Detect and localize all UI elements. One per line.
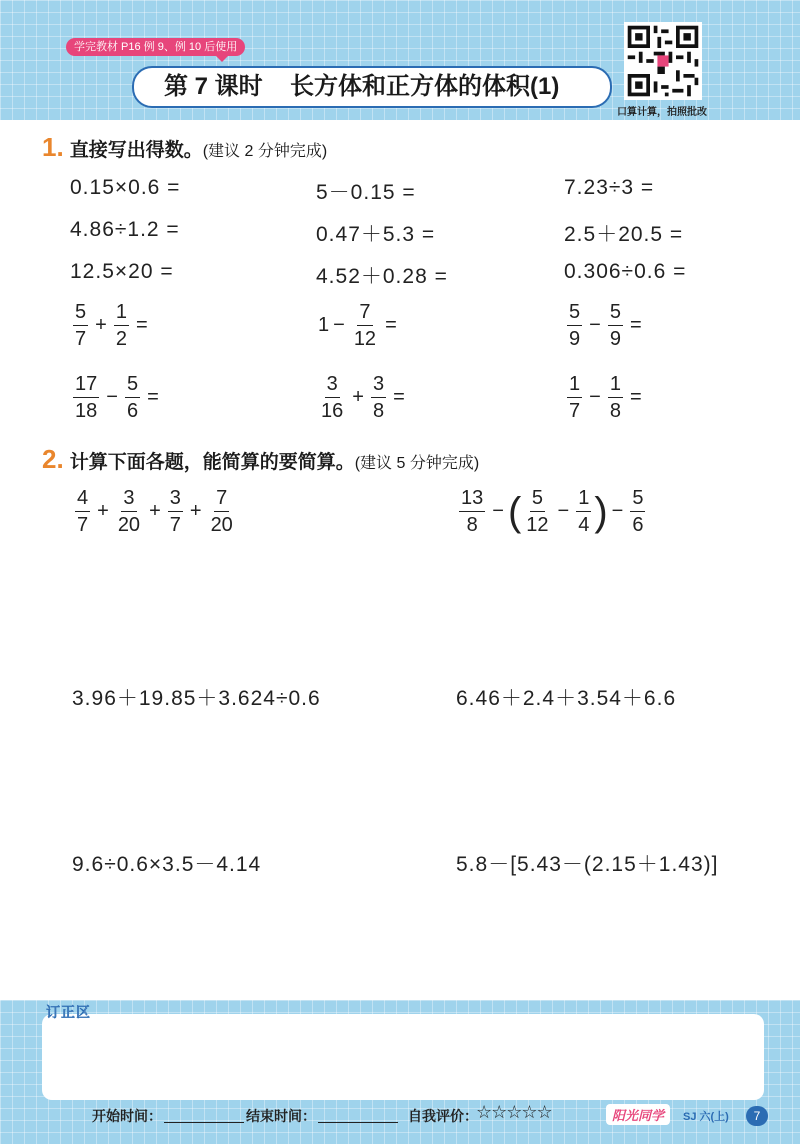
fraction: $\frac{5}{6}$ [632,487,644,536]
start-time: 开始时间： [92,1106,244,1126]
end-time-blank[interactable] [318,1112,398,1123]
fraction: $\frac{13}{8}$ [461,487,484,536]
problem-2: $\frac{13}{8}$ − ( $\frac{5}{12}$ − $\frac{1}{4}$ ) − $\frac{5}{6}$ [461,487,644,536]
fraction: $\frac{1}{7}$ [569,373,581,422]
section1-title: 直接写出得数。 [69,140,203,161]
fraction: $\frac{17}{18}$ [75,373,98,422]
lesson-title-bar [132,66,612,108]
fraction: $\frac{7}{20}$ [210,487,233,536]
fraction: $\frac{1}{4}$ [578,487,590,536]
fraction: $\frac{1}{2}$ [115,301,127,350]
fraction: $\frac{3}{16}$ [321,373,344,422]
oral-calc-r5c3: $\frac{1}{7}$ − $\frac{1}{8}$ = [569,373,642,422]
oral-calc-r4c2: 1 − $\frac{7}{12}$ = [318,301,397,350]
oral-calc-r2c2: 0.47＋5.3 = [316,223,436,246]
section2-heading [42,444,479,475]
problem-3: 3.96＋19.85＋3.624÷0.6 [72,687,321,710]
oral-calc-r3c1: 12.5×20 = [70,260,174,283]
oral-calc-r4c3: $\frac{5}{9}$ − $\frac{5}{9}$ = [569,301,642,350]
correction-label: 订正区 [46,1004,91,1020]
oral-calc-r4c1: $\frac{5}{7}$ + $\frac{1}{2}$ = [75,301,148,350]
oral-calc-r5c2: $\frac{3}{16}$ + $\frac{3}{8}$ = [321,373,405,422]
qr-code-icon[interactable] [624,22,702,100]
section2-number: 2. [42,444,64,474]
fraction: $\frac{5}{9}$ [609,301,621,350]
self-eval-stars[interactable]: ☆☆☆☆☆ [476,1102,552,1122]
problem-5: 9.6÷0.6×3.5－4.14 [72,853,262,876]
oral-calc-r3c3: 0.306÷0.6 = [564,260,687,283]
oral-calc-r2c1: 4.86÷1.2 = [70,218,180,241]
fraction: $\frac{4}{7}$ [77,487,89,536]
oral-calc-r1c1: 0.15×0.6 = [70,176,181,199]
fraction: $\frac{5}{6}$ [126,373,139,422]
section1-number: 1. [42,132,64,162]
fraction: $\frac{7}{12}$ [353,301,377,350]
section2-hint: (建议 5 分钟完成) [354,455,480,472]
self-eval-label: 自我评价： [408,1108,478,1124]
section2-title: 计算下面各题，能简算的要简算。 [69,452,355,473]
brand-logo: 阳光同学 [606,1104,670,1125]
edition-label: SJ 六(上) [683,1111,729,1123]
fraction: $\frac{5}{7}$ [75,301,87,350]
start-time-blank[interactable] [164,1112,244,1123]
left-paren: ( [507,489,522,534]
correction-area[interactable] [42,1014,764,1100]
lesson-topic: 长方体和正方体的体积(1) [290,73,560,100]
problem-6: 5.8－[5.43－(2.15＋1.43)] [456,853,719,876]
end-time: 结束时间： [246,1106,398,1126]
fraction: $\frac{3}{7}$ [169,487,181,536]
section1-heading [42,132,327,163]
fraction: $\frac{5}{9}$ [569,301,581,350]
lesson-number: 第 7 课时 [164,73,263,100]
fraction: $\frac{5}{12}$ [526,487,549,536]
oral-calc-r5c1: $\frac{17}{18}$ − $\frac{5}{6}$ = [75,373,159,422]
fraction: $\frac{1}{8}$ [609,373,621,422]
fraction: $\frac{3}{8}$ [372,373,385,422]
page-number: 7 [746,1106,768,1126]
problem-1: $\frac{4}{7}$ + $\frac{3}{20}$ + $\frac{3}{7}$ + $\frac{7}{20}$ [77,487,233,536]
section1-hint: (建议 2 分钟完成) [202,143,328,160]
oral-calc-r1c2: 5－0.15 = [316,181,416,204]
oral-calc-r1c3: 7.23÷3 = [564,176,655,199]
right-paren: ) [594,489,608,534]
oral-calc-r2c3: 2.5＋20.5 = [564,223,684,246]
oral-calc-r3c2: 4.52＋0.28 = [316,265,448,288]
qr-caption: 口算计算，拍照批改 [617,107,707,118]
usage-tag: 学完教材 P16 例 9、例 10 后使用 [66,38,245,56]
problem-4: 6.46＋2.4＋3.54＋6.6 [456,687,677,710]
fraction: $\frac{3}{20}$ [117,487,141,536]
